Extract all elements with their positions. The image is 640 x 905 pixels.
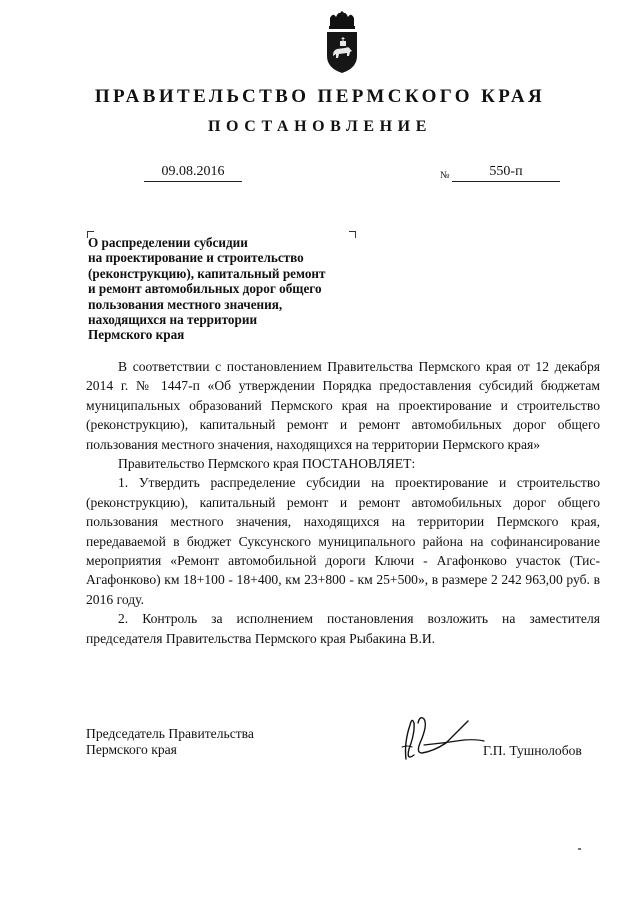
coat-of-arms-icon	[325, 10, 359, 74]
document-subject	[88, 235, 368, 343]
signer-name: Г.П. Тушнолобов	[483, 743, 582, 758]
subject-line: пользования местного значения,	[88, 296, 283, 312]
subject-line: Пермского края	[88, 327, 185, 343]
government-title: ПРАВИТЕЛЬСТВО ПЕРМСКОГО КРАЯ	[94, 86, 546, 107]
subject-line: (реконструкцию), капитальный ремонт	[88, 265, 326, 281]
document-type-title: ПОСТАНОВЛЕНИЕ	[208, 118, 432, 135]
handwritten-signature	[384, 703, 494, 773]
signer-position	[86, 726, 254, 758]
body-paragraph-resolves: Правительство Пермского края ПОСТАНОВЛЯЕТ:	[118, 456, 416, 472]
subject-line: и ремонт автомобильных дорог общего	[88, 281, 322, 297]
subject-line: на проектирование и строительство	[88, 250, 304, 266]
scan-speck	[578, 848, 581, 850]
body-paragraph-preamble: В соответствии с постановлением Правительства Пермского края от 12 декабря 2014 г. № 1447-п «Об утверждении Порядка предоставления субсидий бюджетам муниципальных образований Пермского края на проектирование и строительство (реконструкцию), капитальный ремонт и ремонт автомобильных дорог общего пользования местного значения, находящихся на территории Пермского края»	[86, 359, 600, 452]
subject-line: О распределении субсидии	[88, 235, 248, 250]
number-sign: №	[440, 170, 450, 181]
signer-position-line: Председатель Правительства	[86, 726, 254, 741]
document-body	[86, 357, 600, 648]
body-paragraph-item-1: 1. Утвердить распределение субсидии на проектирование и строительство (реконструкцию), капитальный ремонт и ремонт автомобильных дорог общего пользования местного значения, находящихся на территории Пермского края, передаваемой в бюджет Суксунского муниципального района на софинансирование мероприятия «Ремонт автомобильной дороги Ключи - Агафонково участок (Тис-Агафонково) км 18+100 - 18+400, км 23+800 - км 25+500», в размере 2 242 963,00 руб. в 2016 году.	[86, 475, 600, 607]
body-paragraph-item-2: 2. Контроль за исполнением постановления возложить на заместителя председателя Правительства Пермского края Рыбакина В.И.	[86, 611, 600, 646]
signer-position-line: Пермского края	[86, 742, 177, 757]
subject-line: находящихся на территории	[88, 312, 258, 328]
document-date: 09.08.2016	[144, 164, 242, 182]
document-number: 550-п	[452, 164, 560, 182]
